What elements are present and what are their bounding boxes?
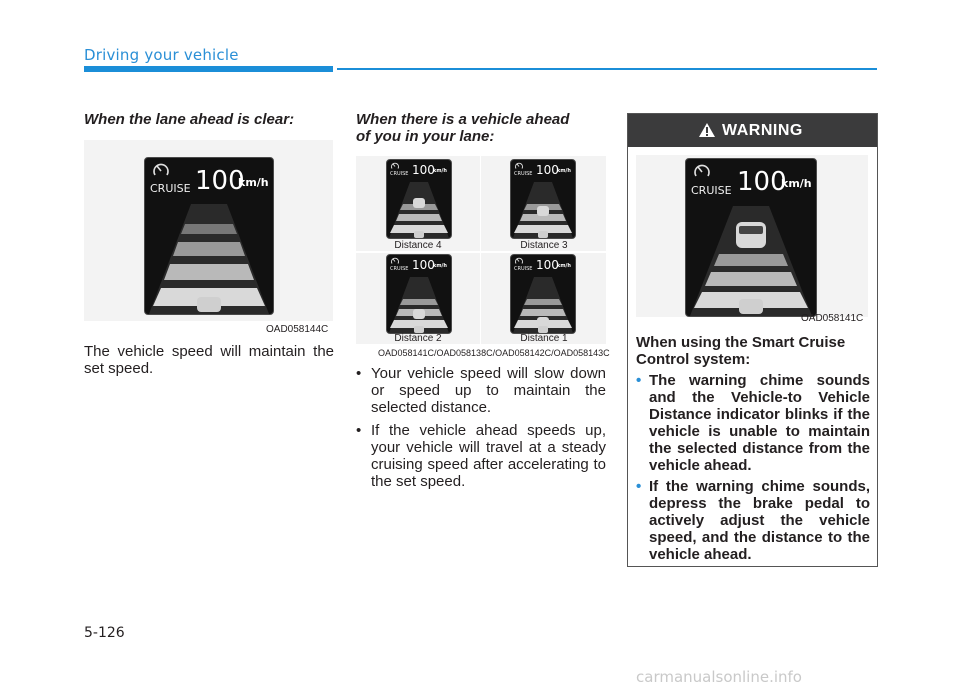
cruise-gauge-icon [514, 162, 524, 170]
bullet-item: • If the vehicle ahead speeds up, your vehicle will travel at a steady cruising speed after accelerating to the set speed. [356, 422, 606, 490]
distance-label: Distance 4 [394, 240, 442, 251]
speed-unit: km/h [557, 263, 571, 269]
figure-code-distances: OAD058141C/OAD058138C/OAD058142C/OAD058143C [378, 348, 610, 358]
speed-unit: km/h [781, 177, 812, 190]
road-view [145, 204, 273, 314]
set-speed-value: 100 [737, 167, 787, 197]
distance-label: Distance 2 [394, 333, 442, 344]
vehicle-ahead-heading-2: of you in your lane: [356, 128, 495, 145]
distance-label: Distance 3 [520, 240, 568, 251]
header-bar-left [84, 66, 333, 72]
cruise-label: CRUISE [150, 182, 191, 195]
warning-triangle-icon [698, 122, 716, 138]
cruise-label: CRUISE [390, 171, 409, 177]
distance-thumb-display [510, 254, 576, 334]
warning-intro: When using the Smart Cruise Control system: [636, 334, 846, 368]
vehicle-ahead-heading-1: When there is a vehicle ahead [356, 111, 570, 128]
warning-bullets [636, 372, 870, 567]
vehicle-ahead-bullets [356, 365, 606, 496]
lane-clear-heading: When the lane ahead is clear: [84, 111, 295, 128]
road-view [511, 182, 575, 238]
speed-unit: km/h [238, 176, 269, 189]
road-view [511, 277, 575, 333]
set-speed-value: 100 [536, 163, 559, 177]
cruise-label: CRUISE [514, 266, 533, 272]
lane-clear-body: The vehicle speed will maintain the set speed. [84, 343, 334, 377]
set-speed-value: 100 [195, 166, 245, 196]
section-title: Driving your vehicle [84, 46, 239, 64]
watermark: carmanualsonline.info [636, 668, 802, 686]
figure-code-main: OAD058144C [266, 324, 329, 335]
cruise-gauge-icon [152, 162, 170, 178]
distance-divider-h [356, 251, 606, 253]
distance-thumb-display [386, 254, 452, 334]
road-view [387, 277, 451, 333]
distance-thumb-display [510, 159, 576, 239]
speed-unit: km/h [557, 168, 571, 174]
header-bar-right [337, 68, 877, 70]
cluster-display-warning [685, 158, 817, 317]
warning-bullet-item: • The warning chime sounds and the Vehicle-to Vehicle Distance indicator blinks if the vehicle is unable to maintain the selected distance from the vehicle ahead. [636, 372, 870, 474]
figure-code-warning: OAD058141C [801, 313, 864, 324]
road-view [686, 206, 816, 316]
set-speed-value: 100 [412, 163, 435, 177]
cruise-gauge-icon [693, 163, 711, 179]
distance-thumb-display [386, 159, 452, 239]
set-speed-value: 100 [536, 258, 559, 272]
warning-title: WARNING [722, 122, 803, 139]
speed-unit: km/h [433, 168, 447, 174]
distance-divider-v [480, 156, 481, 344]
cruise-label: CRUISE [390, 266, 409, 272]
cruise-gauge-icon [390, 162, 400, 170]
warning-header [628, 114, 877, 147]
cruise-gauge-icon [514, 257, 524, 265]
bullet-item: • Your vehicle speed will slow down or speed up to maintain the selected distance. [356, 365, 606, 416]
warning-bullet-item: • If the warning chime sounds, depress the brake pedal to actively adjust the vehicle speed, and the distance to the vehicle ahead. [636, 478, 870, 563]
warning-box [627, 113, 878, 567]
speed-unit: km/h [433, 263, 447, 269]
distance-label: Distance 1 [520, 333, 568, 344]
cruise-label: CRUISE [514, 171, 533, 177]
cruise-label: CRUISE [691, 184, 732, 197]
page-number: 5-126 [84, 625, 125, 641]
road-view [387, 182, 451, 238]
set-speed-value: 100 [412, 258, 435, 272]
cruise-gauge-icon [390, 257, 400, 265]
cluster-display-main [144, 157, 274, 315]
